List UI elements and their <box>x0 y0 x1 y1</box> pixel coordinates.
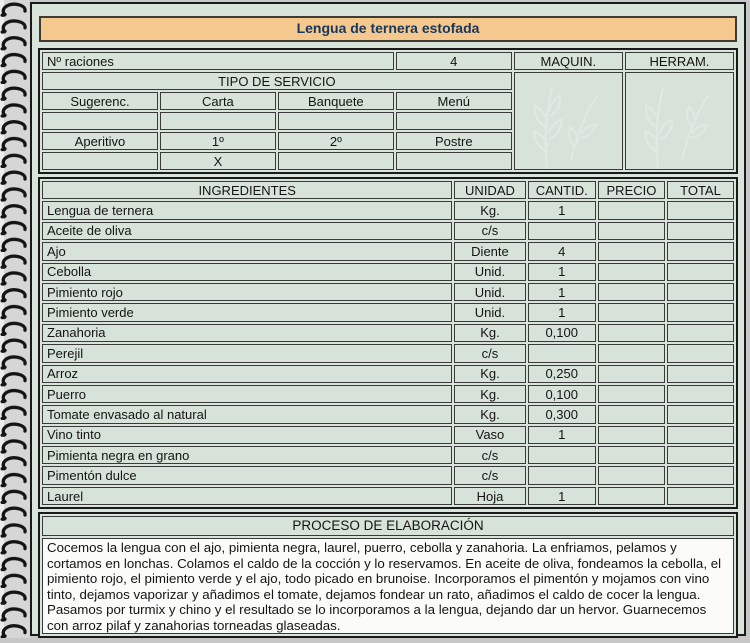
ingredient-cantid: 1 <box>528 201 596 219</box>
course-mark-cell: X <box>160 152 276 170</box>
ingredient-name: Vino tinto <box>42 426 452 444</box>
service-info-table <box>40 50 736 172</box>
ingredient-cantid: 1 <box>528 303 596 321</box>
spiral-coil-icon <box>0 0 30 638</box>
ingredient-total <box>667 283 734 301</box>
tipo-servicio-header: TIPO DE SERVICIO <box>42 72 512 90</box>
ingredient-total <box>667 324 734 342</box>
course-postre: Postre <box>396 132 512 150</box>
raciones-label: Nº raciones <box>42 52 394 70</box>
tipo-servicio-row <box>42 72 734 90</box>
ingredient-unidad: Vaso <box>454 426 525 444</box>
ingredient-cantid <box>528 466 596 484</box>
ingredient-total <box>667 426 734 444</box>
ingredient-total <box>667 344 734 362</box>
herram-header: HERRAM. <box>625 52 734 70</box>
ingredient-precio <box>598 365 665 383</box>
ingredient-unidad: Unid. <box>454 263 525 281</box>
ingredient-precio <box>598 242 665 260</box>
page-title: Lengua de ternera estofada <box>39 16 737 42</box>
service-value-cell <box>396 112 512 130</box>
ingredient-precio <box>598 385 665 403</box>
ingredient-precio <box>598 405 665 423</box>
ingredient-precio <box>598 466 665 484</box>
table-row <box>42 242 734 260</box>
proceso-section <box>38 512 738 638</box>
ingredient-name: Zanahoria <box>42 324 452 342</box>
service-info-section <box>38 48 738 174</box>
ingredient-total <box>667 201 734 219</box>
ingredients-header-row <box>42 181 734 199</box>
service-value-cell <box>160 112 276 130</box>
leaf-watermark-icon <box>632 81 684 170</box>
ingredient-cantid: 4 <box>528 242 596 260</box>
ingredient-name: Arroz <box>42 365 452 383</box>
raciones-value: 4 <box>396 52 512 70</box>
ingredients-body <box>42 201 734 505</box>
table-row <box>42 303 734 321</box>
ingredient-unidad: Unid. <box>454 283 525 301</box>
ingredient-cantid: 1 <box>528 487 596 505</box>
ingredient-total <box>667 446 734 464</box>
ingredient-unidad: Unid. <box>454 303 525 321</box>
ingredient-unidad: c/s <box>454 222 525 240</box>
ingredient-total <box>667 222 734 240</box>
ingredient-precio <box>598 487 665 505</box>
ingredient-name: Ajo <box>42 242 452 260</box>
ingredient-cantid: 0,250 <box>528 365 596 383</box>
ingredient-unidad: Diente <box>454 242 525 260</box>
ingredient-name: Lengua de ternera <box>42 201 452 219</box>
course-aperitivo: Aperitivo <box>42 132 158 150</box>
leaf-watermark-icon <box>548 82 616 170</box>
ingredient-unidad: c/s <box>454 344 525 362</box>
ingredient-unidad: c/s <box>454 466 525 484</box>
ingredient-unidad: Kg. <box>454 365 525 383</box>
course-mark-cell <box>42 152 158 170</box>
ingredient-unidad: c/s <box>454 446 525 464</box>
ingredient-name: Puerro <box>42 385 452 403</box>
course-primero: 1º <box>160 132 276 150</box>
ingredients-table <box>40 179 736 507</box>
table-row <box>42 324 734 342</box>
ingredient-unidad: Hoja <box>454 487 525 505</box>
table-row <box>42 446 734 464</box>
ingredient-cantid <box>528 344 596 362</box>
table-row <box>42 385 734 403</box>
spiral-binding <box>0 0 30 638</box>
table-row <box>42 487 734 505</box>
service-col-banquete: Banquete <box>278 92 394 110</box>
ingredient-name: Pimiento verde <box>42 303 452 321</box>
ingredient-precio <box>598 303 665 321</box>
table-row <box>42 426 734 444</box>
ingredient-precio <box>598 446 665 464</box>
table-row <box>42 222 734 240</box>
ingredient-unidad: Kg. <box>454 324 525 342</box>
ingredient-total <box>667 303 734 321</box>
ingredient-cantid: 0,100 <box>528 324 596 342</box>
service-value-cell <box>278 112 394 130</box>
table-row <box>42 263 734 281</box>
service-col-carta: Carta <box>160 92 276 110</box>
ingredients-section <box>38 177 738 509</box>
ingredient-name: Pimentón dulce <box>42 466 452 484</box>
recipe-sheet <box>30 2 746 636</box>
ingredient-cantid: 0,300 <box>528 405 596 423</box>
table-row <box>42 405 734 423</box>
table-row <box>42 344 734 362</box>
service-col-menu: Menú <box>396 92 512 110</box>
ingredient-precio <box>598 263 665 281</box>
ingredient-unidad: Kg. <box>454 385 525 403</box>
total-header: TOTAL <box>667 181 734 199</box>
ingredient-name: Cebolla <box>42 263 452 281</box>
ingredient-name: Tomate envasado al natural <box>42 405 452 423</box>
cantid-header: CANTID. <box>528 181 596 199</box>
ingredient-name: Aceite de oliva <box>42 222 452 240</box>
ingredient-total <box>667 466 734 484</box>
leaf-watermark-icon <box>659 82 727 170</box>
ingredient-precio <box>598 324 665 342</box>
ingredient-precio <box>598 426 665 444</box>
ingredient-cantid: 1 <box>528 283 596 301</box>
table-row <box>42 283 734 301</box>
ingredient-unidad: Kg. <box>454 201 525 219</box>
proceso-header: PROCESO DE ELABORACIÓN <box>42 516 734 536</box>
table-row <box>42 201 734 219</box>
maquin-cell <box>514 72 623 170</box>
precio-header: PRECIO <box>598 181 665 199</box>
ingredient-cantid <box>528 222 596 240</box>
ingredient-precio <box>598 283 665 301</box>
course-segundo: 2º <box>278 132 394 150</box>
ingredients-header: INGREDIENTES <box>42 181 452 199</box>
course-mark-cell <box>396 152 512 170</box>
ingredient-unidad: Kg. <box>454 405 525 423</box>
ingredient-precio <box>598 201 665 219</box>
ingredient-total <box>667 242 734 260</box>
ingredient-precio <box>598 222 665 240</box>
ingredient-total <box>667 263 734 281</box>
ingredient-cantid: 1 <box>528 426 596 444</box>
ingredient-total <box>667 487 734 505</box>
ingredient-name: Perejil <box>42 344 452 362</box>
herram-cell <box>625 72 734 170</box>
table-row <box>42 365 734 383</box>
ingredient-name: Pimiento rojo <box>42 283 452 301</box>
raciones-row <box>42 52 734 70</box>
ingredient-total <box>667 405 734 423</box>
ingredient-name: Laurel <box>42 487 452 505</box>
service-value-cell <box>42 112 158 130</box>
ingredient-total <box>667 385 734 403</box>
ingredient-total <box>667 365 734 383</box>
ingredient-name: Pimienta negra en grano <box>42 446 452 464</box>
service-col-sugerenc: Sugerenc. <box>42 92 158 110</box>
ingredient-precio <box>598 344 665 362</box>
ingredient-cantid: 1 <box>528 263 596 281</box>
ingredient-cantid <box>528 446 596 464</box>
course-mark-cell <box>278 152 394 170</box>
ingredient-cantid: 0,100 <box>528 385 596 403</box>
unidad-header: UNIDAD <box>454 181 525 199</box>
table-row <box>42 466 734 484</box>
proceso-text: Cocemos la lengua con el ajo, pimienta negra, laurel, puerro, cebolla y zanahoria. La enfriamos, pelamos y cortamos en lonchas. Colamos el caldo de la cocción y lo reservamos. En aceite de oliva, fondeamos la cebolla, el pimiento rojo, el pimiento verde y el ajo, todo picado en brunoise. Incorporamos el pimentón y mojamos con vino tinto, dejamos vaporizar y añadimos el tomate, dejamos fondear un rato, añadimos el caldo de cocer la lengua. Pasamos por turmix y chino y el resultado se lo incorporamos a la lengua, dejando dar un hervor. Guarnecemos con arroz pilaf y zanahorias torneadas glaseadas. <box>42 538 734 634</box>
maquin-header: MAQUIN. <box>514 52 623 70</box>
leaf-watermark-icon <box>521 81 573 170</box>
